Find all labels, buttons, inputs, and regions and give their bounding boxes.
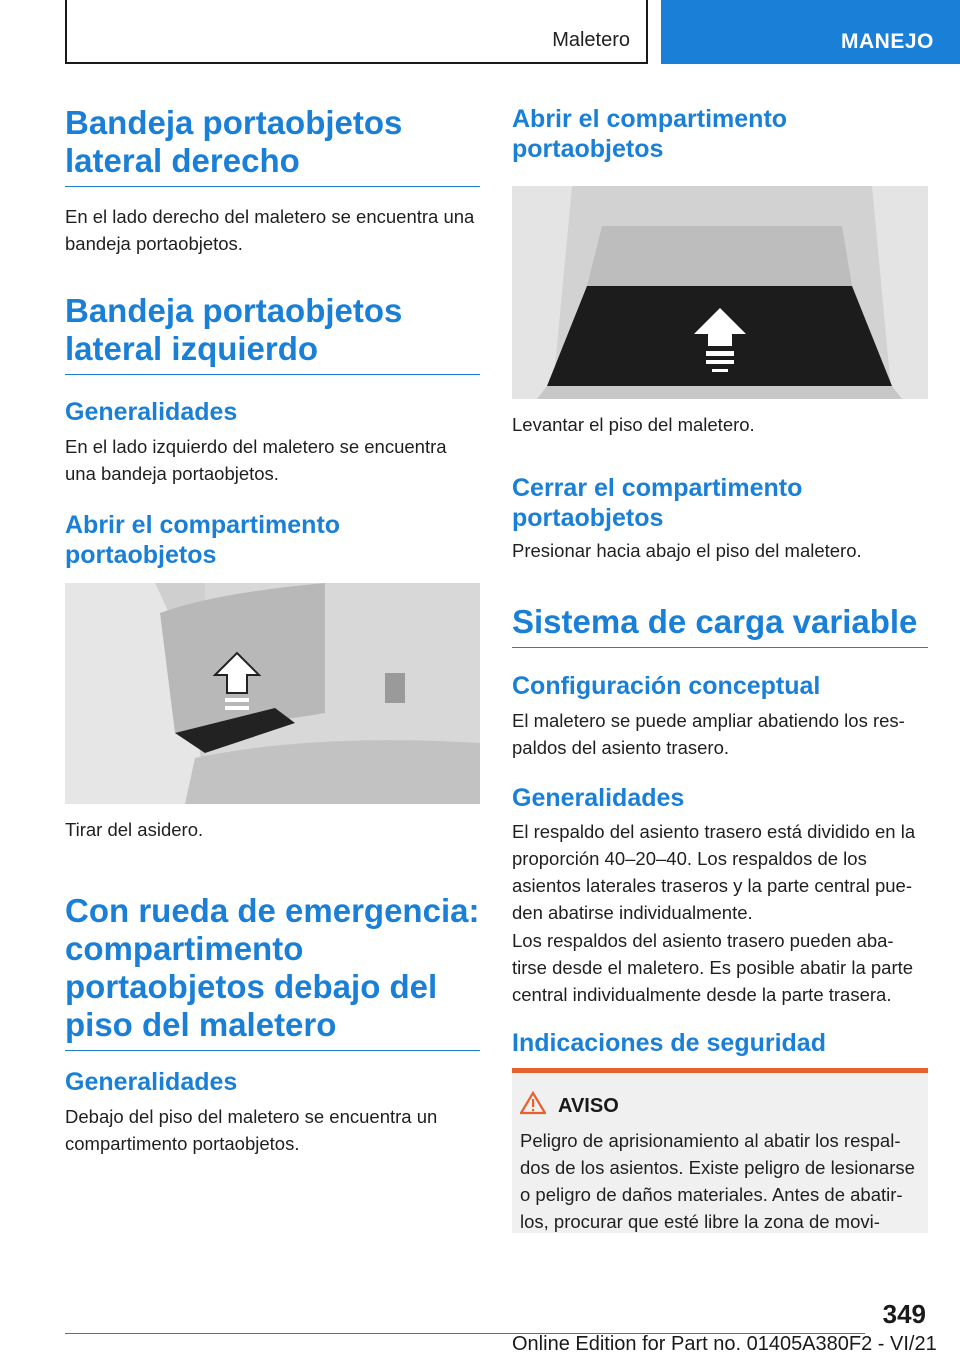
paragraph-debajo: Debajo del piso del maletero se encuentra un compartimento portaobjetos.: [65, 1106, 438, 1154]
subheading-generalidades-2: Generalidades: [65, 1068, 238, 1096]
heading-bandeja-derecho: Bandeja portaobjetos lateral derecho: [65, 104, 480, 187]
heading-rueda-emergencia: Con rueda de emergencia: compartimento portaobjetos debajo del piso del maletero: [65, 892, 480, 1051]
subheading-configuracion: Configuración conceptual: [512, 672, 821, 700]
header-chapter-label: MANEJO: [841, 30, 934, 53]
trunk-side-illustration: [65, 583, 480, 804]
paragraph-derecho: En el lado derecho del maletero se encuentra una bandeja portaobjetos.: [65, 206, 475, 254]
paragraph-izquierdo: En el lado izquierdo del maletero se encuentra una bandeja portaobjetos.: [65, 436, 447, 484]
header-section-title: Maletero: [552, 29, 630, 51]
subheading-seguridad: Indicaciones de seguridad: [512, 1029, 826, 1057]
subheading-generalidades-3: Generalidades: [512, 784, 685, 812]
warning-triangle-icon: [520, 1091, 546, 1115]
warning-title: AVISO: [558, 1095, 619, 1117]
heading-sistema-carga: Sistema de carga variable: [512, 603, 928, 648]
side-compartment-image: [65, 583, 480, 804]
caption-levantar: Levantar el piso del maletero.: [512, 414, 755, 435]
subheading-abrir-right: Abrir el compartimento portaobjetos: [512, 105, 788, 163]
header-chapter-tab: [661, 0, 960, 64]
paragraph-abatir: Los respaldos del asiento trasero pueden aba‐tirse desde el maletero. Es posible abatir la parte central individualmente desde la parte trasera.: [512, 930, 914, 1005]
footer-edition: Online Edition for Part no. 01405A380F2 - VI/21: [512, 1333, 937, 1355]
warning-box: [512, 1068, 928, 1233]
page-number: 349: [882, 1299, 926, 1329]
trunk-floor-illustration: [512, 186, 928, 399]
heading-bandeja-izquierdo: Bandeja portaobjetos lateral izquierdo: [65, 292, 480, 375]
paragraph-cerrar: Presionar hacia abajo el piso del maletero.: [512, 540, 862, 561]
subheading-generalidades-1: Generalidades: [65, 398, 238, 426]
warning-text: Peligro de aprisionamiento al abatir los respal‐dos de los asientos. Existe peligro de lesionarse o peligro de daños materiales. Antes de abatir‐los, procurar que esté libre la zona de movi‐: [520, 1130, 915, 1232]
caption-tirar: Tirar del asidero.: [65, 819, 204, 840]
paragraph-respaldo: El respaldo del asiento trasero está dividido en la proporción 40–20–40. Los respaldos de los asientos laterales traseros y la parte central pue‐den abatirse individualmente.: [512, 821, 916, 923]
subheading-abrir-left: Abrir el compartimento portaobjetos: [65, 511, 341, 569]
paragraph-configuracion: El maletero se puede ampliar abatiendo los res‐paldos del asiento trasero.: [512, 710, 905, 758]
subheading-cerrar: Cerrar el compartimento portaobjetos: [512, 474, 803, 532]
header-section-box: [65, 0, 648, 64]
floor-compartment-image: [512, 186, 928, 399]
